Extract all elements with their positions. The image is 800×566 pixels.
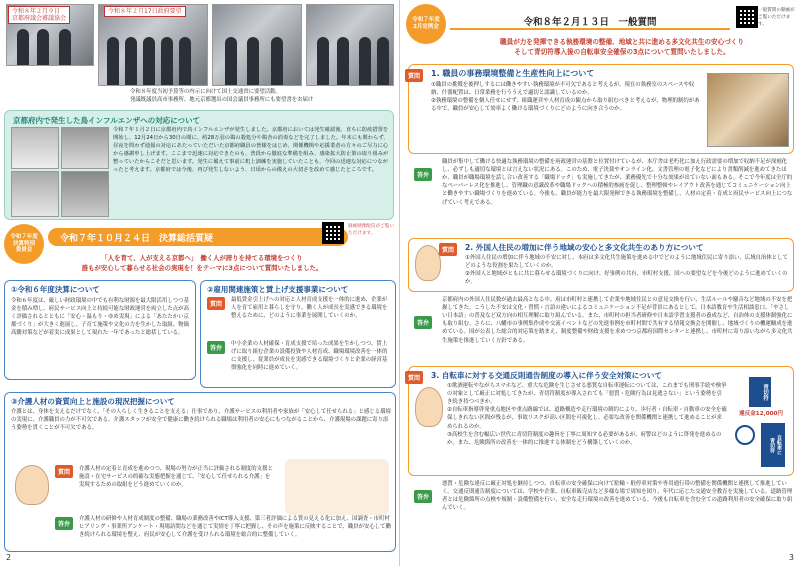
ippan-qr-code[interactable] (736, 6, 758, 28)
care-illustration (285, 459, 389, 515)
flu-title: 京都府内で発生した鳥インフルエンザへの対応について (13, 116, 201, 125)
question-1-badge: 質問 (405, 69, 423, 82)
kessan-title: 令和７年１０月２４日 決算総括質疑 (48, 228, 348, 246)
right-page (400, 0, 800, 566)
kessan-qr-note: 録画映像配信がご覧いただけます。 (348, 224, 394, 236)
photo-flu-1 (11, 127, 59, 169)
section-1-text: 令和６年度は、厳しい財政環境の中でも有利な財源を最大限活用しつつ基金を積み増し、府民サービス向上と持続可能な財政運営を両立した点が高く評価されるとともに「安心・温もり・ゆめ実現」による「あたたかい京都づくり」が大きく進展し、子育て施策や文化の力を生かした取組、物価高騰対策などが着実に成果として現れた一年であったと総括している。 (11, 298, 189, 337)
answer-1-text: 職員が集中して働ける快適な執務環境の整備を府政運営の基盤と位置付けているが、本庁舎は老朽化に加え行政需要の増加で収納不足が深刻化し、必ずしも適切な環境とは言えない状況にある。このため、電子決裁やオンライン化、文書管理の電子化などにより書類削減を進めてきたほか、職員が職場環境を話し合い改善する「職場ドック」も実施してきたが、業務優先で十分な効果が出ていない面もある。そこで今年度は全庁的なペーパーレス化を推進し、管理職の意識改革や職場ドックへの積極的参画を促し、整理整頓やレイアウト改善を通じてコミュニケーション向上と働きやすい職場づくりを進めている。今後も、職員が能力を最大限発揮できる執務環境を整備し、人材の定着・育成と府民サービス向上につなげていく考えである。 (442, 159, 793, 206)
question-2-title: 2. 外国人住民の増加に伴う地域の安心と多文化共生のあり方について (465, 243, 704, 252)
kessan-committee-tag: 令和７年度 決算特別 委員会 (4, 224, 44, 264)
section-3-box (4, 392, 396, 552)
photo-flu-4 (61, 171, 109, 217)
ippan-theme: 職員が力を発揮できる執務環境の整備、地域と共に進める多文化共生の安心づくり そして青切符導入後の自転車安全確保の3点について質問いたしました。 (500, 38, 744, 56)
question-3-text: ①歌酒運転やながらスマホなど、重大な危険を生じさせる悪質な自転車運転については、これまでも刑事手続や検挙の対象として厳正に対処してきたが、青切符制度が導入されても「悪質・危険行為は見逃さない」という姿勢を引き続き持つべきか。 ②自転車指導啓発重点地区や重点路線では、道路構造や走行環境の制約により、歩行者・自転車・自動車の安全を確保しきれない区間が残るが、事故リスクが高い区間を可視化し、必要な改善を関係機関と連携して進めることが求められるのか。 ③高校生を含む幅広い世代に青切符制度の趣旨を丁寧に周知する必要があるが、府警はどのように啓発を進めるのか。また、危険箇所の改善を一体的に推進する体制をどう構築していくのか。 (447, 383, 727, 446)
flu-box (4, 110, 394, 220)
blue-ticket-sticker (731, 377, 789, 469)
photo-flu-2 (61, 127, 109, 169)
section-2-title: ②雇用関連施策と賃上げ支援事業について (207, 285, 349, 294)
ippan-qr-note: 一般質問の動画がご覧いただけます。 (758, 8, 795, 27)
photo-general-question (707, 73, 789, 147)
section-1-box (4, 280, 196, 380)
question-1-box (408, 64, 794, 154)
photo-meeting-3 (306, 4, 394, 86)
top-caption: 令和８年度当初予算等の内示に向けて国土交通省に要望活動。 発議既議員高市事務所、地元京都選出の国会議員事務所にも要望書をお届け (130, 89, 314, 104)
section-2-question: 最低賃金引上げへの対応と人材育成支援を一体的に進め、企業が人を育て雇用と暮らしを守り、働く人が成長を実感できる環境を整えるために、どのように事業を展開していくのか。 (231, 297, 388, 320)
question-2-badge: 質問 (439, 243, 457, 256)
kessan-qr-code[interactable] (322, 222, 344, 244)
question-1-text: ①職員の挑戦を後押しするには働きやすい執務環境が不可欠であると考えるが、現在の執務室のスペースや収納、什器配置は、日常業務を行ううえで適切と認識しているのか。 ②執務環境の整備を個人任せにせず、組織運営や人材育成の観点から取り組むべきと考えるが、物理的制約がある中で、職員が安心して効率よく働ける環境づくりにどのように向き合うのか。 (431, 82, 700, 113)
bicycle-icon (735, 425, 755, 445)
question-2-text: ①外国人住民の増加に伴う地域の不安に対し、本府は多文化共生施策を進める中でどのように地域住民に寄り添い、広域自治体としてどのような役割を果たしていくのか。 ②外国人と地域がともに共に暮らせる環境づくりに向け、好事例の共有、市町村支援、国への要望などを今後どのように進めていくのか。 (465, 255, 788, 286)
answer-3-badge: 答弁 (414, 490, 432, 503)
photo-meeting-2 (212, 4, 302, 86)
section-3-text: 介護とは、身体を支えるだけでなく、「その人らしく生きることを支える」仕事であり、介護サービスの利用者や家族が「安心して任せられる」と感じる環境の実現に、介護職員の力が不可欠である。介護スタッフが安全で健康に働き続けられる職場は利用者の安心にもつながることから、介護現場の課題に寄り添う姿勢を貫くことが不可欠である。 (11, 409, 391, 432)
portrait-illustration-2 (415, 245, 441, 281)
answer-3-text: 悪質・危険な違反に厳正対処を継持しつつ、自転車の安全確保に向けて駐輪・駐停車対策や専用通行帯の整備を関係機関と連携して推進していく。交通反則通告制度については、学校や企業、自転車販売店など多様な場で周知を図り、年代に応じた交通安全教育を実施している。道路管理者とは危険箇所の点検や規制・設備整備を行い、安全な走行環境の改善を進めている。今後も自転車を含む全ての道路利用者の安全確保に取り組んでいく。 (442, 481, 793, 512)
page-number-left: 2 (6, 553, 12, 562)
section-2-answer: 中小企業の人材確保・育成支援で培った成果を生かしつつ、賃上げに取り組む企業の設備投資や人材育成、職場環境改善を一体的に支援し、従業員が成長を実感できる環境づくりと企業の経営基盤強化を同時に進めていく。 (231, 341, 388, 372)
section-2-question-badge: 質問 (207, 297, 225, 310)
answer-2-text: 京都府内の外国人住民数が過去最高となる中、府は市町村と連携して企業や地域住民との意見交換を行い、生活ルールや騒音など地域の不安を把握してきた。こうした不安は文化・習慣・言語の違いによるコミュニケーション不足が背景にあるとして、日本語教育や生活相談窓口、「やさしい日本語」の普及など双方向の相互理解に取り組んでいる。また、市町村の担当者研修や日本語学習支援者の養成など、自治体の支援体制強化にも取り組む。さらに、八幡市の事例集作成や交流イベントなどの先進事例を市町村間で共有する情報交換会を開催し、地域づくりの機運醸成を進めている。国が公表した総合的対応策を踏まえ、制度整備や財政支援を求めつつ京都府国際センターと連携し、市町村に寄り添いながら多文化共生施策を推進していく方針である。 (442, 297, 793, 344)
page-number-right: 3 (788, 553, 794, 562)
section-3-answer: 介護人材の研修や人材育成制度の整備、職場の業務改善やICT導入支援、第三者評価による質の見える化に加え、国調査・市町村ヒアリング・事業所アンケート・現場訪問などを通じて実情を丁寧に把握し、その声を施策に反映することで、職員が安心して働き続けられる環境を整え、府民が安心して介護を受けられる環境を総合的に整備していく。 (79, 516, 391, 539)
answer-2-badge: 答弁 (414, 316, 432, 329)
section-3-title: ③介護人材の資質向上と施設の現況把握について (11, 397, 175, 406)
question-2-box (408, 238, 794, 292)
answer-1-badge: 答弁 (414, 168, 432, 181)
question-1-title: 1. 職員の事務環境整備と生産性向上について (431, 69, 595, 78)
flu-text: 令和７年１月２日に京都府内で鳥インフルエンザが発生しました。京都府においては発生確認後、直ちに防疫措置を開始し、12月24日から30日の間に、約28万羽の鶏の殺処分や鶏舎の消毒などを完了しました。年末にも関わらず、昼夜を問わず通報の対応にあたっていただいた京都府職員の皆様をはじめ、関係機関や応援業者の方々のご尽力に心から感謝申し上げます。ここまで迅速に対応できたのも、普段から徹底な準備を組み、感染拡大防止策の取り組みが整っていたからこそだと思います。発生に備えて事前に机上訓練を実施していたことも、今回の迅速な対応につながったと考えます。京都府では今後、再び発生しないよう、日頃からの備えの大切さを改めて感じたところです。 (113, 127, 389, 173)
photo-tag-1: 令和８年２月９日 京都府議会審議協会 (8, 6, 70, 24)
portrait-illustration-3 (415, 387, 443, 427)
blue-ticket-bottom-label: 自転車に 青切符 (761, 423, 785, 467)
section-3-question: 介護人材の定着と育成を進めつつ、現場の努力が正当に評価される制度的支援と施設・在宅サービスの的確な実態把握を通じて、「安心して任せられる介護」を実現するための取組をどう進めていくのか。 (79, 466, 273, 489)
photo-flu-3 (11, 171, 59, 217)
blue-ticket-top-label: 青切符 (749, 377, 771, 407)
kessan-theme: 「人を育て、人が支える京都へ」 働く人が誇りを持てる環境をつくり 誰もが安心して暮らせる社会の実現を！をテーマに3点について質問いたしました。 (81, 254, 323, 272)
portrait-illustration (15, 465, 49, 505)
section-3-question-badge: 質問 (55, 465, 73, 478)
photo-tag-2: 令和８年２月17日政府要望 (104, 6, 186, 17)
section-3-answer-badge: 答弁 (55, 517, 73, 530)
section-1-title: ①令和６年度決算について (11, 285, 100, 294)
blue-ticket-price: 違反金12,000円 (739, 411, 783, 417)
section-2-box (200, 280, 396, 388)
section-2-answer-badge: 答弁 (207, 341, 225, 354)
question-3-box (408, 366, 794, 476)
question-3-badge: 質問 (405, 371, 423, 384)
ippan-title: 令和８年２月１３日 一般質問 (450, 12, 730, 30)
question-3-title: 3. 自転車に対する交通反則通告制度の導入に伴う安全対策について (431, 371, 662, 380)
ippan-session-tag: 令和７年度 2月定例会 (406, 4, 446, 44)
